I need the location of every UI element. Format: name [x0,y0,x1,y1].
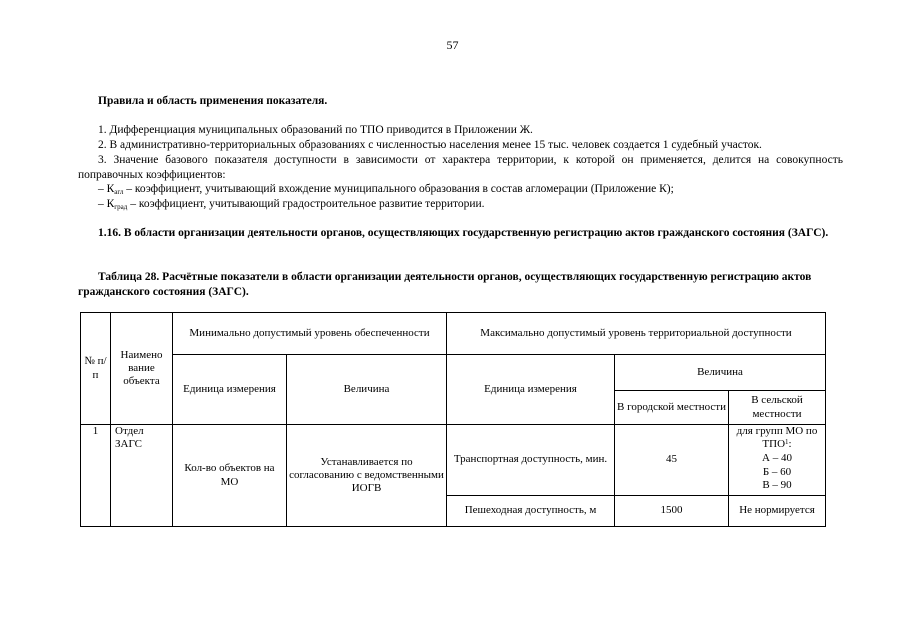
row-value-min: Устанавливается по согласованию с ведомственными ИОГВ [287,425,447,527]
header-min-level: Минимально допустимый уровень обеспеченности [173,313,447,355]
row-transport-rural [729,425,826,496]
row-transport-urban: 45 [615,425,729,496]
section-heading: 1.16. В области организации деятельности органов, осуществляющих государственную регистрацию актов гражданского состояния (ЗАГС). [98,227,829,239]
header-value-min: Величина [287,355,447,425]
header-num: № п/п [81,313,111,425]
coef-subscript: град [114,203,128,211]
rule-2: 2. В административно-территориальных образованиях с численностью населения менее 15 тыс. человек создается 1 судебный участок. [98,139,762,151]
rural-group-c: В – 90 [762,478,792,491]
coef-text: – коэффициент, учитывающий вхождение муниципального образования в состав агломерации (Приложение К); [123,183,674,195]
header-urban: В городской местности [615,391,729,425]
row-unit-min: Кол-во объектов на МО [173,425,287,527]
rules-heading: Правила и область применения показателя. [98,95,328,107]
rule-3: 3. Значение базового показателя доступности в зависимости от характера территории, к которой он применяется, делится на совокупность поправочных коэффициентов: [78,154,843,181]
row-walk-unit: Пешеходная доступность, м [447,496,615,527]
header-value-max: Величина [615,355,826,391]
header-max-level: Максимально допустимый уровень территориальной доступности [447,313,826,355]
page-number: 57 [446,38,459,52]
footnote-marker: 1 [785,438,789,447]
row-num: 1 [81,425,111,527]
table-caption: Таблица 28. Расчётные показатели в области организации деятельности органов, осуществляющих государственную регистрацию актов гражданского состояния (ЗАГС). [78,271,812,298]
row-name: Отдел ЗАГС [111,425,173,527]
header-rural: В сельской местности [729,391,826,425]
rural-group-b: Б – 60 [762,465,792,478]
rule-1: 1. Дифференциация муниципальных образований по ТПО приводится в Приложении Ж. [98,124,533,136]
row-walk-urban: 1500 [615,496,729,527]
rural-group-a: А – 40 [762,452,792,465]
coefficient-agl [78,182,843,198]
coef-prefix: – К [98,198,115,210]
header-unit-max: Единица измерения [447,355,615,425]
coef-prefix: – К [98,183,115,195]
rural-groups-label: для групп МО по ТПО$^1$: [736,425,818,451]
coefficient-grad [78,197,843,213]
zags-table [80,312,826,527]
row-walk-rural: Не нормируется [729,496,826,527]
row-transport-unit: Транспортная доступность, мин. [447,425,615,496]
header-name: Наимено вание объекта [111,313,173,425]
coef-subscript: агл [114,188,124,196]
coef-text: – коэффициент, учитывающий градостроительное развитие территории. [127,198,485,210]
header-unit-min: Единица измерения [173,355,287,425]
